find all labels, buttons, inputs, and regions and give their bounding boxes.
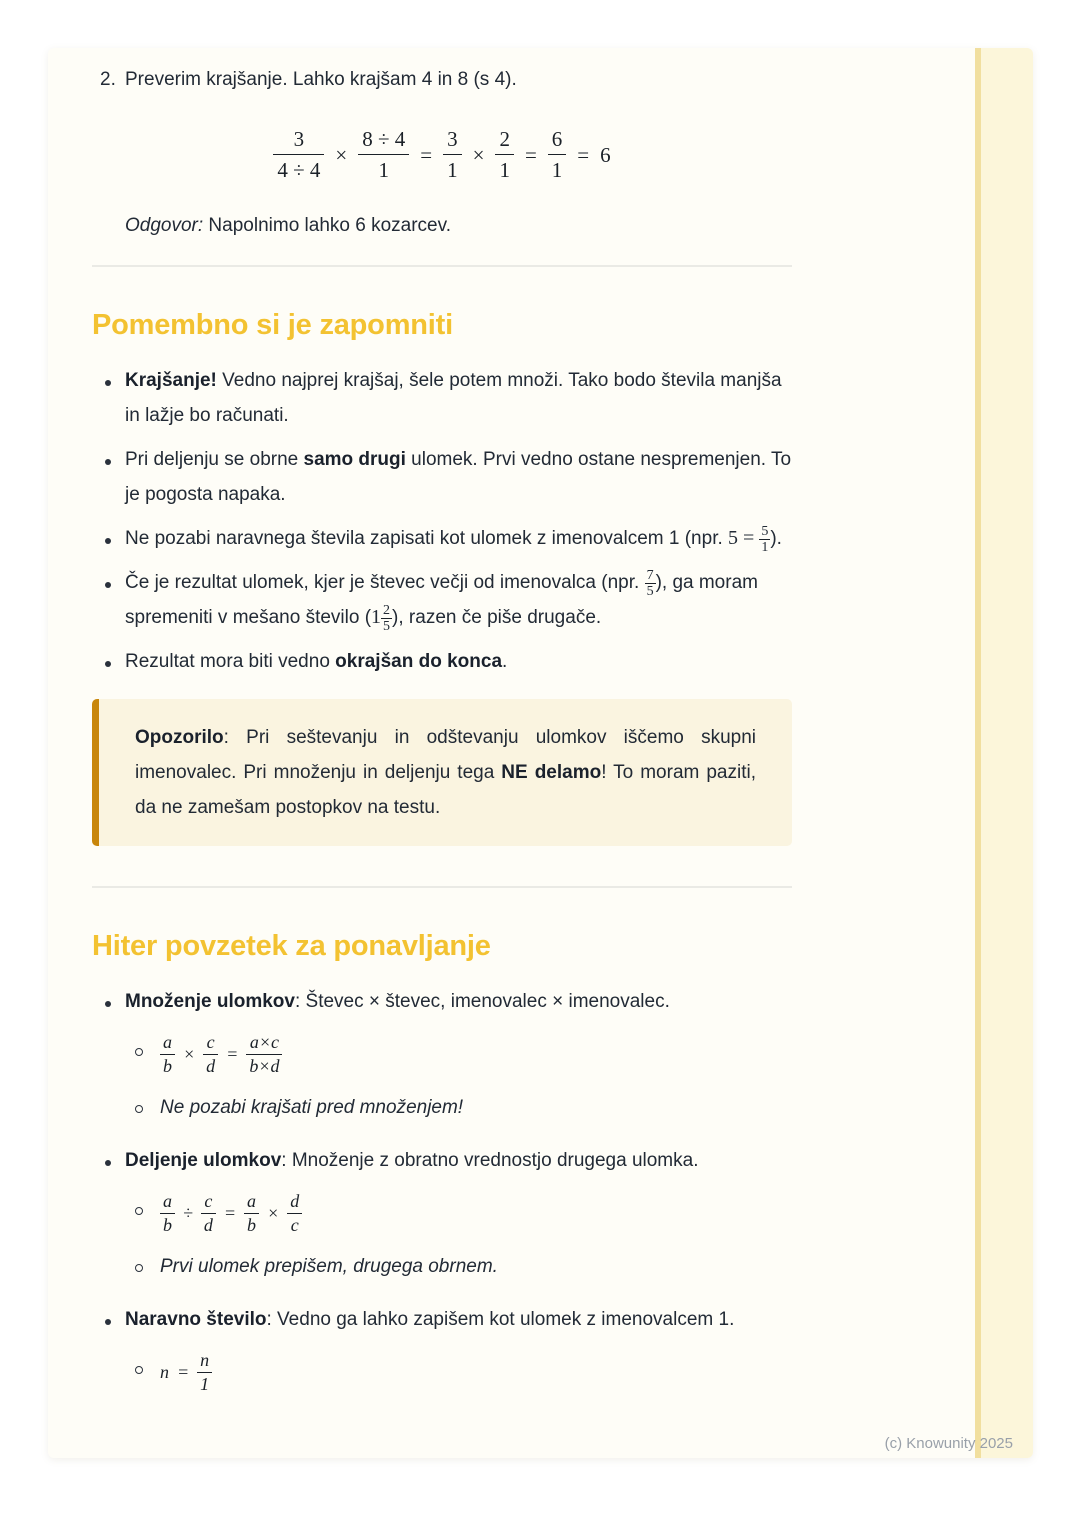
step-item-2 <box>100 62 792 97</box>
list-item: Krajšanje! Vedno najprej krajšaj, šele potem množi. Tako bodo števila manjša in lažje bo računati. <box>92 363 792 433</box>
division-formula <box>160 1192 302 1235</box>
sub-note: Ne pozabi krajšati pred množenjem! <box>160 1097 464 1118</box>
bullet-marker <box>92 442 125 512</box>
bullet-marker <box>92 1302 125 1337</box>
page-content <box>92 48 792 1394</box>
sub-note: Prvi ulomek prepišem, drugega obrnem. <box>160 1256 498 1277</box>
bullet-dot-icon <box>105 1001 111 1007</box>
fraction: $\frac{3}{1}$ <box>443 127 462 182</box>
sub-list-item <box>135 1249 792 1284</box>
summary-list <box>92 984 792 1394</box>
list-item: Pri deljenju se obrne samo drugi ulomek. Prvi vedno ostane nespremenjen. To je pogosta napaka. <box>92 442 792 512</box>
sub-list <box>135 1192 792 1284</box>
fraction: $\frac{c}{d}$ <box>203 1033 218 1076</box>
divide-operator: ÷ <box>183 1203 193 1223</box>
equals-operator: = <box>577 142 590 167</box>
sub-bullet-marker <box>135 1351 160 1394</box>
list-item: Ne pozabi naravnega števila zapisati kot ulomek z imenovalcem 1 (npr. 5 = $\frac{5}{1}$ ). <box>92 521 792 556</box>
circle-bullet-icon <box>135 1264 143 1272</box>
sub-bullet-marker <box>135 1090 160 1125</box>
circle-bullet-icon <box>135 1048 143 1056</box>
bullet-marker <box>92 565 125 635</box>
answer-label: Odgovor: <box>125 215 204 236</box>
document-page <box>48 48 1033 1458</box>
fraction: $\frac{a\times c}{b\times d}$ <box>246 1033 282 1076</box>
sub-list-item <box>135 1090 792 1125</box>
list-item: Množenje ulomkov: Števec × števec, imenovalec × imenovalec. <box>92 984 792 1019</box>
fraction: $\frac{6}{1}$ <box>548 127 567 182</box>
circle-bullet-icon <box>135 1105 143 1113</box>
divider <box>92 265 792 267</box>
inline-fraction: $\frac{2}{5}$ <box>383 603 391 634</box>
fraction: $\frac{c}{d}$ <box>201 1192 216 1235</box>
list-item: Deljenje ulomkov: Množenje z obratno vrednostjo drugega ulomka. <box>92 1143 792 1178</box>
multiplication-formula <box>160 1033 282 1076</box>
divider <box>92 886 792 888</box>
sub-list <box>135 1033 792 1125</box>
fraction: $\frac{n}{1}$ <box>197 1351 212 1394</box>
fraction: $\frac{a}{b}$ <box>160 1033 175 1076</box>
important-list <box>92 363 792 679</box>
list-item: Če je rezultat ulomek, kjer je števec večji od imenovalca (npr. $\frac{7}{5}$ ), ga moram spremeniti v mešano število (1 $\frac{2}{5}$ ), razen če piše drugače. <box>92 565 792 635</box>
bullet-dot-icon <box>105 1319 111 1325</box>
sub-list-item <box>135 1192 792 1235</box>
sub-bullet-marker <box>135 1033 160 1076</box>
times-operator: × <box>183 1044 196 1064</box>
answer-line <box>125 208 792 243</box>
decorative-yellow-stripe <box>975 48 1033 1458</box>
bullet-marker <box>92 1143 125 1178</box>
times-operator: × <box>267 1203 280 1223</box>
inline-fraction: $\frac{7}{5}$ <box>646 568 654 599</box>
natural-number-formula <box>160 1351 212 1394</box>
bullet-dot-icon <box>105 538 111 544</box>
bullet-dot-icon <box>105 582 111 588</box>
warning-callout: Opozorilo: Pri seštevanju in odštevanju ulomkov iščemo skupni imenovalec. Pri množenju in deljenju tega NE delamo! To moram paziti, da ne zamešam postopkov na testu. <box>92 699 792 846</box>
sub-list-item <box>135 1351 792 1394</box>
fraction: $\frac{8 \div 4}{1}$ <box>358 127 409 182</box>
times-operator: × <box>335 142 348 167</box>
equals-operator: = <box>223 1203 237 1223</box>
fraction: $\frac{a}{b}$ <box>244 1192 259 1235</box>
bullet-marker <box>92 521 125 556</box>
bullet-marker <box>92 644 125 679</box>
main-formula <box>92 127 792 182</box>
bullet-dot-icon <box>105 1160 111 1166</box>
bullet-marker <box>92 984 125 1019</box>
answer-text: Napolnimo lahko 6 kozarcev. <box>203 215 451 236</box>
step-text: Preverim krajšanje. Lahko krajšam 4 in 8 (s 4). <box>125 69 517 90</box>
inline-fraction: $\frac{5}{1}$ <box>761 524 769 555</box>
bullet-marker <box>92 363 125 433</box>
equals-operator: = <box>420 142 433 167</box>
equals-operator: = <box>524 142 537 167</box>
sub-bullet-marker <box>135 1249 160 1284</box>
bullet-dot-icon <box>105 459 111 465</box>
formula-result: 6 <box>600 142 611 167</box>
sub-list <box>135 1351 792 1394</box>
equals-operator: = <box>226 1044 239 1064</box>
section-title-pomembno: Pomembno si je zapomniti <box>92 309 453 341</box>
callout-label: Opozorilo <box>135 727 224 748</box>
circle-bullet-icon <box>135 1366 143 1374</box>
fraction: $\frac{d}{c}$ <box>287 1192 302 1235</box>
circle-bullet-icon <box>135 1207 143 1215</box>
times-operator: × <box>472 142 485 167</box>
sub-bullet-marker <box>135 1192 160 1235</box>
variable-n: n <box>160 1362 169 1382</box>
fraction: $\frac{a}{b}$ <box>160 1192 175 1235</box>
section-title-povzetek: Hiter povzetek za ponavljanje <box>92 930 491 962</box>
list-item: Naravno število: Vedno ga lahko zapišem kot ulomek z imenovalcem 1. <box>92 1302 792 1337</box>
fraction: $\frac{3}{4 \div 4}$ <box>273 127 324 182</box>
sub-list-item <box>135 1033 792 1076</box>
list-item: Rezultat mora biti vedno okrajšan do konca. <box>92 644 792 679</box>
step-number: 2. <box>100 69 116 90</box>
copyright-footer: (c) Knowunity 2025 <box>884 1435 1013 1452</box>
equals-operator: = <box>177 1362 190 1382</box>
bullet-dot-icon <box>105 380 111 386</box>
fraction: $\frac{2}{1}$ <box>495 127 514 182</box>
bullet-dot-icon <box>105 661 111 667</box>
